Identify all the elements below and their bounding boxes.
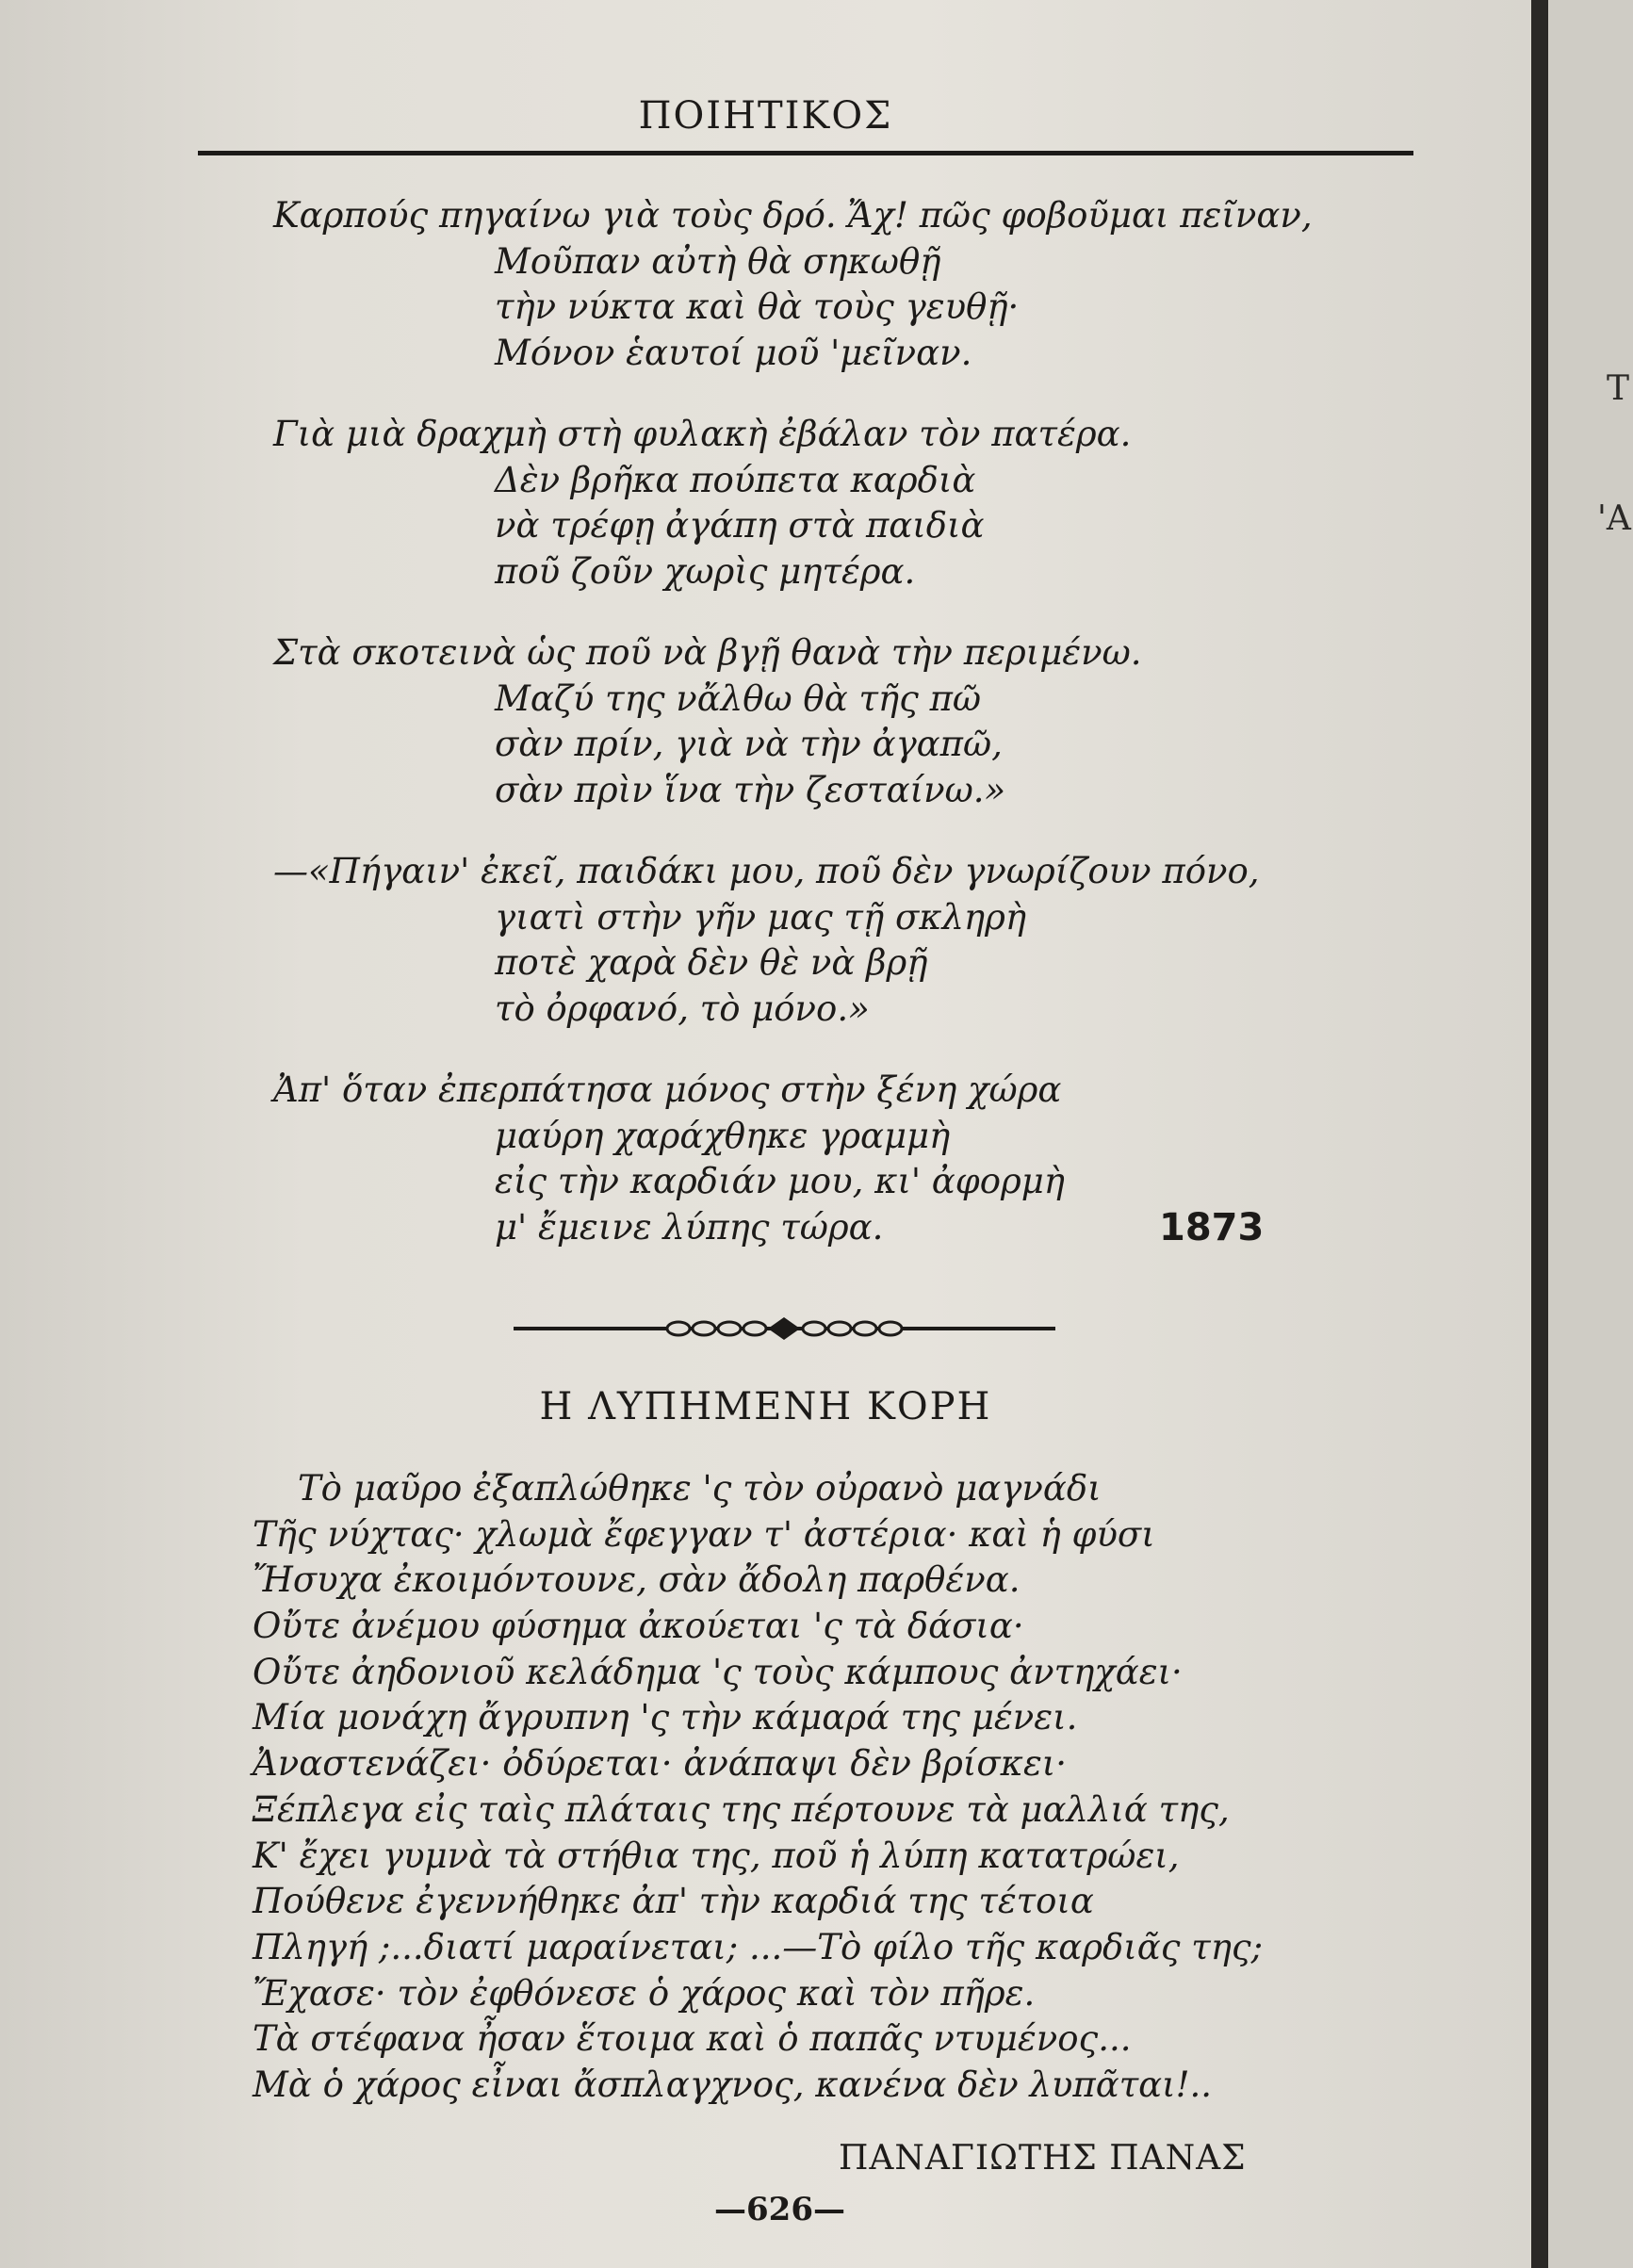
verse-line: Τῆς νύχτας· χλωμὰ ἔφεγγαν τ' ἀστέρια· καὶ ἡ φύσι (253, 1513, 1155, 1555)
verse-line: ποτὲ χαρὰ δὲν θὲ νὰ βρῇ (495, 942, 928, 983)
adjacent-page-fragment: Τ (1607, 369, 1630, 408)
adjacent-page-edge (1548, 0, 1633, 2268)
verse-line: Μὰ ὁ χάρος εἶναι ἄσπλαγχνος, κανένα δὲν λυπᾶται!.. (253, 2064, 1213, 2105)
verse-line: Ἔχασε· τὸν ἐφθόνεσε ὁ χάρος καὶ τὸν πῆρε. (253, 1972, 1036, 2014)
verse-line: εἰς τὴν καρδιάν μου, κι' ἀφορμὴ (495, 1161, 1065, 1201)
verse-line: μαύρη χαράχθηκε γραμμὴ (495, 1115, 951, 1156)
poem-two-title: Η ΛΥΠΗΜΕΝΗ ΚΟΡΗ (539, 1385, 992, 1428)
poem-year: 1873 (1159, 1206, 1265, 1249)
ornament-divider (514, 1312, 1055, 1346)
verse-line: Τὸ μαῦρο ἐξαπλώθηκε 'ς τὸν οὐρανὸ μαγνάδι (298, 1468, 1102, 1509)
verse-line: τὸ ὀρφανό, τὸ μόνο.» (495, 987, 870, 1029)
verse-line: Οὔτε ἀνέμου φύσημα ἀκούεται 'ς τὰ δάσια· (253, 1606, 1024, 1647)
verse-line: Μοῦπαν αὐτὴ θὰ σηκωθῇ (495, 240, 941, 282)
verse-line: σὰν πρὶν ἵνα τὴν ζεσταίνω.» (495, 769, 1006, 810)
stanza-4 (273, 849, 1319, 1032)
verse-line: Μαζύ της νἄλθω θὰ τῆς πῶ (495, 677, 982, 719)
header-rule (198, 151, 1413, 155)
poem-one (273, 193, 1319, 1286)
verse-line: Μόνον ἑαυτοί μοῦ 'μεῖναν. (495, 332, 972, 373)
verse-line: γιατὶ στὴν γῆν μας τῇ σκληρὴ (495, 896, 1026, 938)
verse-line: Καρπούς πηγαίνω γιὰ τοὺς δρό. Ἄχ! πῶς φοβοῦμαι πεῖναν, (273, 195, 1313, 236)
verse-line: Ἀναστενάζει· ὀδύρεται· ἀνάπαψι δὲν βρίσκει· (253, 1743, 1068, 1785)
verse-line: —«Πήγαιν' ἐκεῖ, παιδάκι μου, ποῦ δὲν γνωρίζουν πόνο, (273, 851, 1260, 891)
verse-line: Ξέπλεγα εἰς ταὶς πλάταις της πέρτουνε τὰ μαλλιά της, (253, 1788, 1230, 1830)
book-gutter (1531, 0, 1548, 2268)
verse-line: Μία μονάχη ἄγρυπνη 'ς τὴν κάμαρά της μένει. (253, 1697, 1078, 1738)
verse-line: νὰ τρέφῃ ἀγάπη στὰ παιδιὰ (495, 505, 985, 546)
verse-line: Δὲν βρῆκα πούπετα καρδιὰ (495, 459, 976, 500)
verse-line: Πληγή ;...διατί μαραίνεται; ...—Τὸ φίλο τῆς καρδιᾶς της; (253, 1926, 1264, 1967)
verse-line: Οὔτε ἀηδονιοῦ κελάδημα 'ς τοὺς κάμπους ἀντηχάει· (253, 1651, 1183, 1692)
verse-line: Στὰ σκοτεινὰ ὡς ποῦ νὰ βγῇ θανὰ τὴν περιμένω. (273, 632, 1142, 673)
page-number: —626— (714, 2191, 845, 2228)
verse-line: τὴν νύκτα καὶ θὰ τοὺς γευθῇ· (495, 286, 1020, 327)
verse-line: Γιὰ μιὰ δραχμὴ στὴ φυλακὴ ἐβάλαν τὸν πατέρα. (273, 414, 1132, 454)
verse-line: Πούθενε ἐγεννήθηκε ἀπ' τὴν καρδιά της τέτοια (253, 1881, 1094, 1922)
verse-line: Τὰ στέφανα ἦσαν ἕτοιμα καὶ ὁ παπᾶς ντυμένος... (253, 2018, 1132, 2060)
verse-line: μ' ἔμεινε λύπης τώρα. (495, 1206, 884, 1248)
verse-line: Ἤσυχα ἐκοιμόντουνε, σὰν ἄδολη παρθένα. (253, 1559, 1021, 1601)
verse-line: ποῦ ζοῦν χωρὶς μητέρα. (495, 550, 916, 592)
verse-line: Ἀπ' ὅταν ἐπερπάτησα μόνος στὴν ξένη χώρα (273, 1069, 1062, 1110)
stanza-3 (273, 630, 1319, 813)
running-head: ΠΟΙΗΤΙΚΟΣ (638, 94, 893, 138)
stanza-1 (273, 193, 1319, 376)
stanza-2 (273, 412, 1319, 595)
adjacent-page-fragment: 'Α (1597, 499, 1631, 538)
author-signature: ΠΑΝΑΓΙΩΤΗΣ ΠΑΝΑΣ (839, 2139, 1247, 2178)
poem-two (253, 1466, 1327, 2109)
verse-line: Κ' ἔχει γυμνὰ τὰ στήθια της, ποῦ ἡ λύπη κατατρώει, (253, 1835, 1180, 1876)
verse-line: σὰν πρίν, γιὰ νὰ τὴν ἀγαπῶ, (495, 724, 1003, 764)
